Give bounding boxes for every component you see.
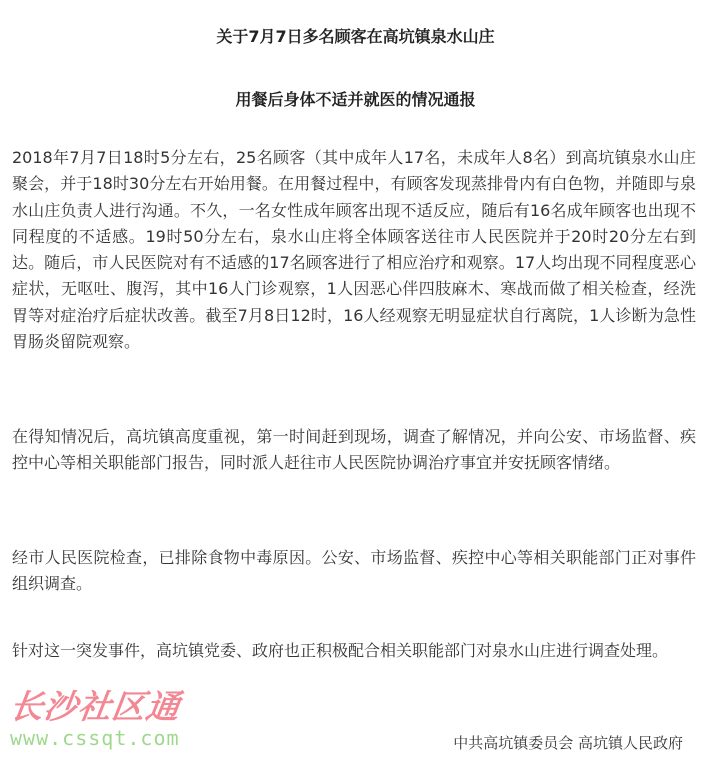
paragraph-incident-details: 2018年7月7日18时5分左右，25名顾客（其中成年人17名，未成年人8名）到高坑镇泉水山庄聚会，并于18时30分左右开始用餐。在用餐过程中，有顾客发现蒸排骨内有白色物，并随即与泉水山庄负责人进行沟通。不久，一名女性成年顾客出现不适反应，随后有16名成年顾客也出现不同程度的不适感。19时50分左右，泉水山庄将全体顾客送往市人民医院并于20时20分左右到达。随后，市人民医院对有不适感的17名顾客进行了相应治疗和观察。17人均出现不同程度恶心症状，无呕吐、腹泻，其中16人门诊观察，1人因恶心伴四肢麻木、寒战而做了相关检查，经洗胃等对症治疗后症状改善。截至7月8日12时，16人经观察无明显症状自行离院，1人诊断为急性胃肠炎留院观察。 xyxy=(12,148,696,352)
document-signature: 中共高坑镇委员会 高坑镇人民政府 xyxy=(453,734,683,752)
site-watermark xyxy=(7,687,220,754)
document-title-line-2: 用餐后身体不适并就医的情况通报 xyxy=(235,90,476,109)
paragraph-hospital-findings: 经市人民医院检查，已排除食物中毒原因。公安、市场监督、疾控中心等相关职能部门正对事件组织调查。 xyxy=(12,548,696,594)
watermark-logo: 长沙社区通 xyxy=(7,687,183,726)
watermark-url: www.cssqt.com xyxy=(10,726,180,750)
paragraph-town-response: 在得知情况后，高坑镇高度重视，第一时间赶到现场，调查了解情况，并向公安、市场监督、疾控中心等相关职能部门报告，同时派人赶往市人民医院协调治疗事宜并安抚顾客情绪。 xyxy=(12,427,696,473)
paragraph-follow-up: 针对这一突发事件，高坑镇党委、政府也正积极配合相关职能部门对泉水山庄进行调查处理。 xyxy=(12,641,669,660)
document-title-line-1: 关于7月7日多名顾客在高坑镇泉水山庄 xyxy=(216,27,495,46)
